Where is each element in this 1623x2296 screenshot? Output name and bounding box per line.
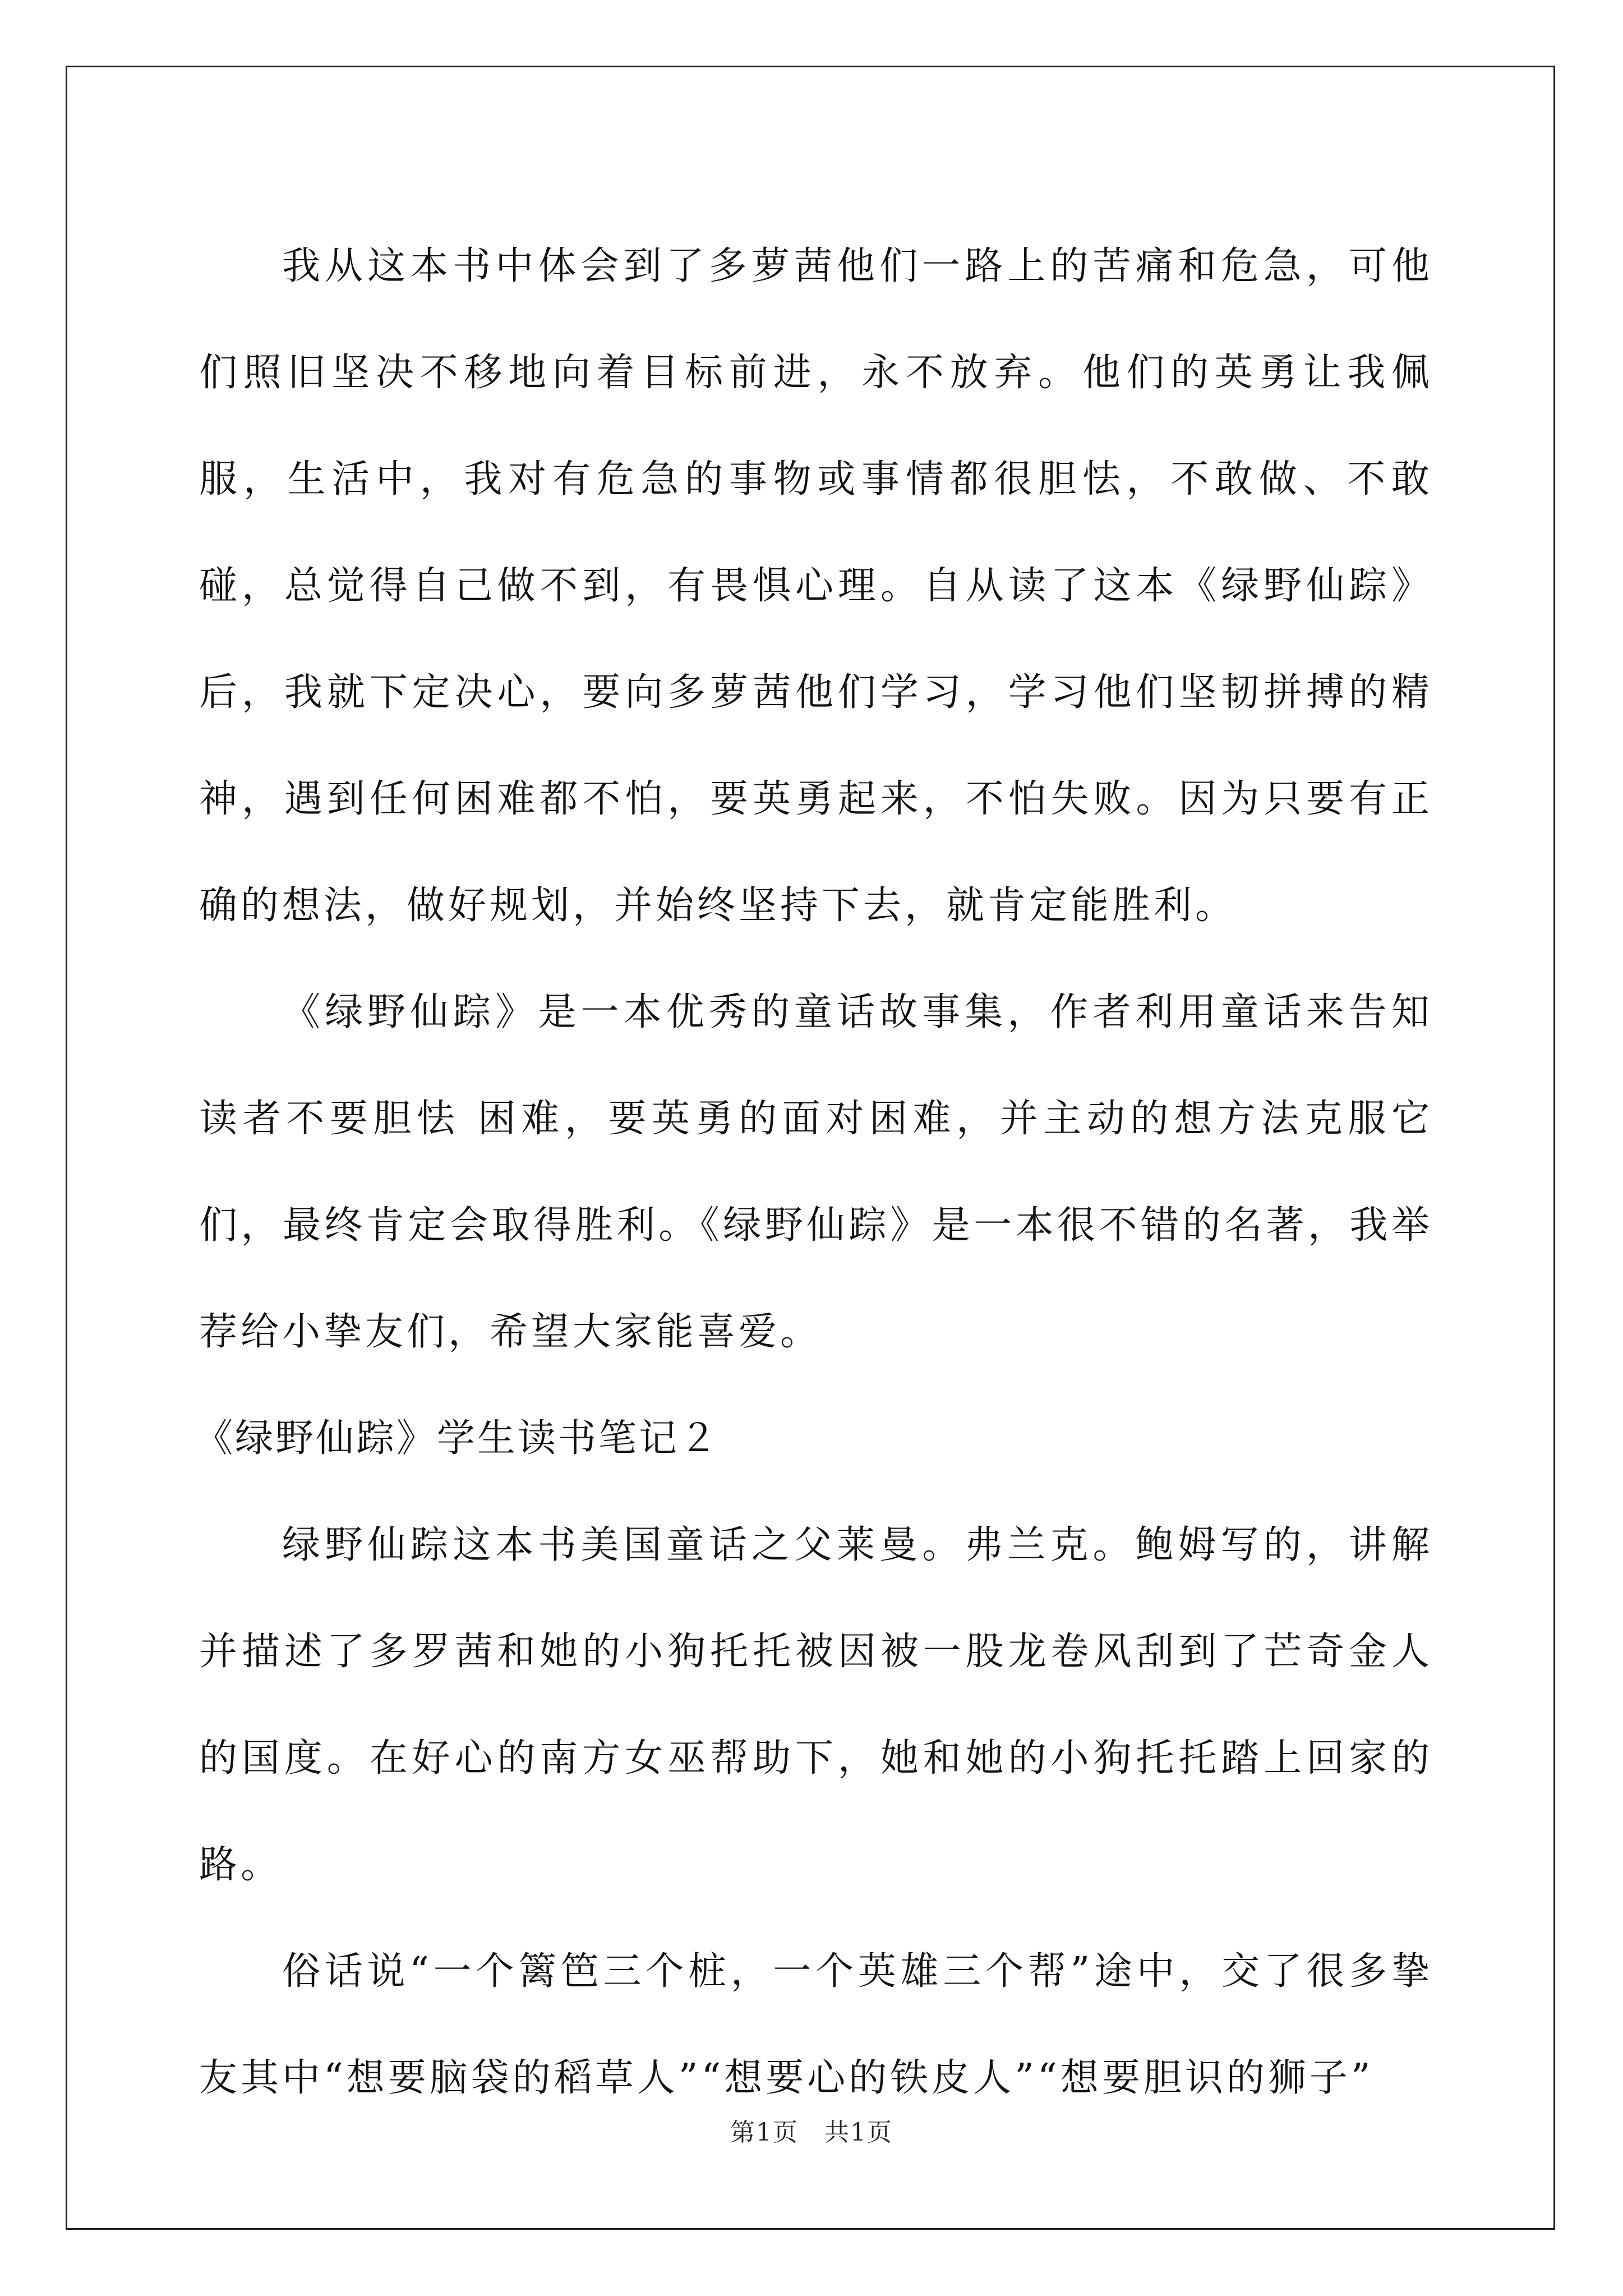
paragraph: 我从这本书中体会到了多萝茜他们一路上的苦痛和危急，可他们照旧坚决不移地向着目标前进，永不放弃。他们的英勇让我佩服，生活中，我对有危急的事物或事情都很胆怯，不敢做、不敢碰，总觉得自己做不到，有畏惧心理。自从读了这本《绿野仙踪》后，我就下定决心，要向多萝茜他们学习，学习他们坚韧拼搏的精神，遇到任何困难都不怕，要英勇起来，不怕失败。因为只要有正确的想法，做好规划，并始终坚持下去，就肯定能胜利。 <box>199 244 1433 928</box>
section-heading: 《绿野仙踪》学生读书笔记２ <box>195 1416 720 1461</box>
paragraph: 俗话说“一个篱笆三个桩，一个英雄三个帮”途中，交了很多挚友其中“想要脑袋的稻草人”“想要心的铁皮人”“想要胆识的狮子” <box>199 1949 1433 2100</box>
page-footer: 第1页 共1页 <box>730 2118 893 2147</box>
paragraph: 《绿野仙踪》是一本优秀的童话故事集，作者利用童话来告知读者不要胆怯 困难，要英勇的面对困难，并主动的想方法克服它们，最终肯定会取得胜利。《绿野仙踪》是一本很不错的名著，我举荐给小挚友们，希望大家能喜爱。 <box>199 990 1433 1354</box>
document-body <box>195 213 1433 2132</box>
paragraph: 绿野仙踪这本书美国童话之父莱曼。弗兰克。鲍姆写的，讲解并描述了多罗茜和她的小狗托托被因被一股龙卷风刮到了芒奇金人的国度。在好心的南方女巫帮助下，她和她的小狗托托踏上回家的路。 <box>199 1523 1433 1887</box>
